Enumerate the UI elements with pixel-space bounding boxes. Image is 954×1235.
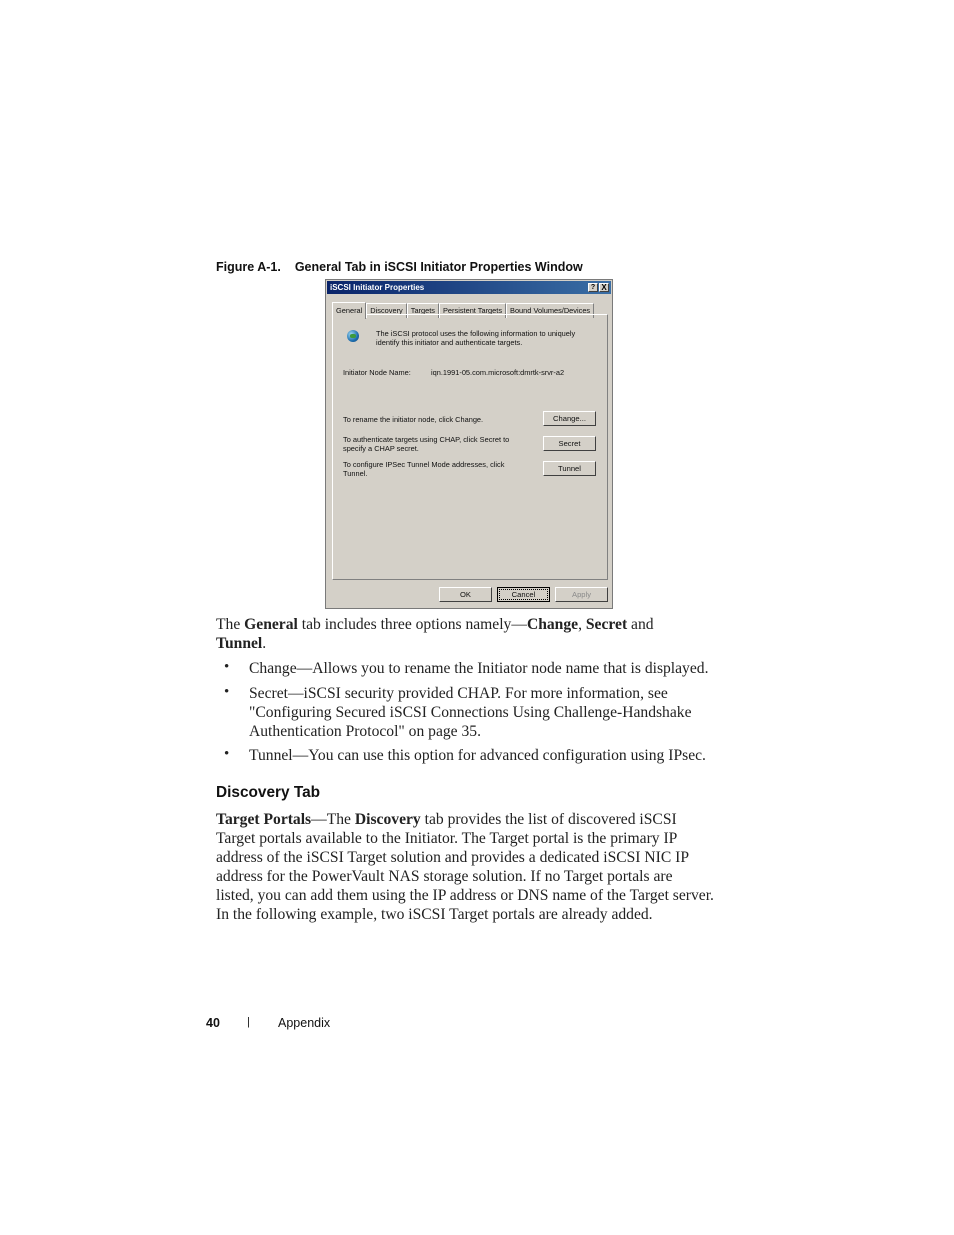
secret-button[interactable]: Secret	[543, 436, 596, 451]
general-tab-intro	[216, 615, 716, 653]
figure-label: Figure A-1.	[216, 260, 281, 274]
tab-general[interactable]: General	[332, 302, 366, 319]
discovery-rest: tab provides the list of discovered iSCSI Target portals available to the Initiator. The Target portal is the primary IP address of the iSCSI Target solution and provides a dedicated iSCSI NIC IP address for the PowerVault NAS storage solution. If no Target portals are listed, you can add them using the IP address or DNS name of the Target server. In the following example, two iSCSI Target portals are already added.	[216, 811, 714, 923]
tab-persistent-targets[interactable]: Persistent Targets	[439, 303, 506, 318]
discovery-paragraph	[216, 810, 714, 924]
footer-section: Appendix	[278, 1016, 331, 1030]
tunnel-instructions	[343, 460, 504, 478]
discovery-tab-heading: Discovery Tab	[216, 784, 321, 801]
dialog-title: iSCSI Initiator Properties	[330, 283, 425, 292]
intro-text	[376, 329, 575, 347]
bullet-marker-1: •	[224, 659, 230, 675]
tab-bound-volumes[interactable]: Bound Volumes/Devices	[506, 303, 594, 318]
intro-text-1: The	[216, 616, 245, 633]
intro-period: .	[262, 635, 267, 652]
intro-comma: ,	[578, 616, 586, 633]
discovery-term: Discovery	[354, 811, 421, 828]
chap-instructions	[343, 435, 509, 453]
node-name-value: iqn.1991-05.com.microsoft:dmrtk-srvr-a2	[431, 368, 565, 377]
dialog-tabs	[332, 300, 594, 314]
bullet-marker-2: •	[224, 684, 230, 700]
page-number: 40	[206, 1016, 220, 1030]
intro-text-2: tab includes three options namely—	[297, 616, 527, 633]
intro-tunnel: Tunnel	[216, 635, 263, 652]
tab-discovery[interactable]: Discovery	[366, 303, 406, 318]
intro-general: General	[244, 616, 298, 633]
node-name-label: Initiator Node Name:	[343, 368, 411, 377]
close-button[interactable]: X	[599, 283, 609, 292]
tunnel-line-1: To configure IPSec Tunnel Mode addresses, click	[343, 460, 505, 469]
apply-button[interactable]: Apply	[555, 587, 608, 602]
bullet-tunnel: Tunnel—You can use this option for advanced configuration using IPsec.	[249, 747, 706, 764]
intro-line-1: The iSCSI protocol uses the following information to uniquely	[376, 329, 576, 338]
tunnel-button[interactable]: Tunnel	[543, 461, 596, 476]
cancel-button[interactable]: Cancel	[497, 587, 550, 602]
target-portals-term: Target Portals	[216, 811, 312, 828]
bullet-marker-3: •	[224, 746, 230, 762]
dialog-title-bar	[327, 281, 611, 294]
change-button[interactable]: Change...	[543, 411, 596, 426]
tunnel-line-2: Tunnel.	[343, 469, 368, 478]
ok-button[interactable]: OK	[439, 587, 492, 602]
bullet-secret: Secret—iSCSI security provided CHAP. For more information, see "Configuring Secured iSCSI Connections Using Challenge-Handshake Authentication Protocol" on page 35.	[249, 685, 692, 740]
discovery-dash: —The	[311, 811, 355, 828]
figure-title: General Tab in iSCSI Initiator Properties Window	[294, 260, 583, 274]
footer-separator: |	[247, 1016, 250, 1028]
help-button[interactable]: ?	[588, 283, 598, 292]
figure-caption	[216, 260, 583, 274]
general-tab-panel	[332, 314, 608, 580]
intro-line-2: identify this initiator and authenticate targets.	[376, 338, 523, 347]
tab-targets[interactable]: Targets	[407, 303, 439, 318]
globe-icon	[347, 330, 359, 342]
bullet-change: Change—Allows you to rename the Initiator node name that is displayed.	[249, 660, 709, 677]
intro-secret: Secret	[585, 616, 628, 633]
iscsi-initiator-properties-dialog	[325, 279, 613, 609]
rename-instructions: To rename the initiator node, click Change.	[343, 415, 484, 424]
intro-and: and	[627, 616, 654, 633]
chap-line-1: To authenticate targets using CHAP, click Secret to	[343, 435, 510, 444]
intro-change: Change	[526, 616, 579, 633]
chap-line-2: specify a CHAP secret.	[343, 444, 419, 453]
